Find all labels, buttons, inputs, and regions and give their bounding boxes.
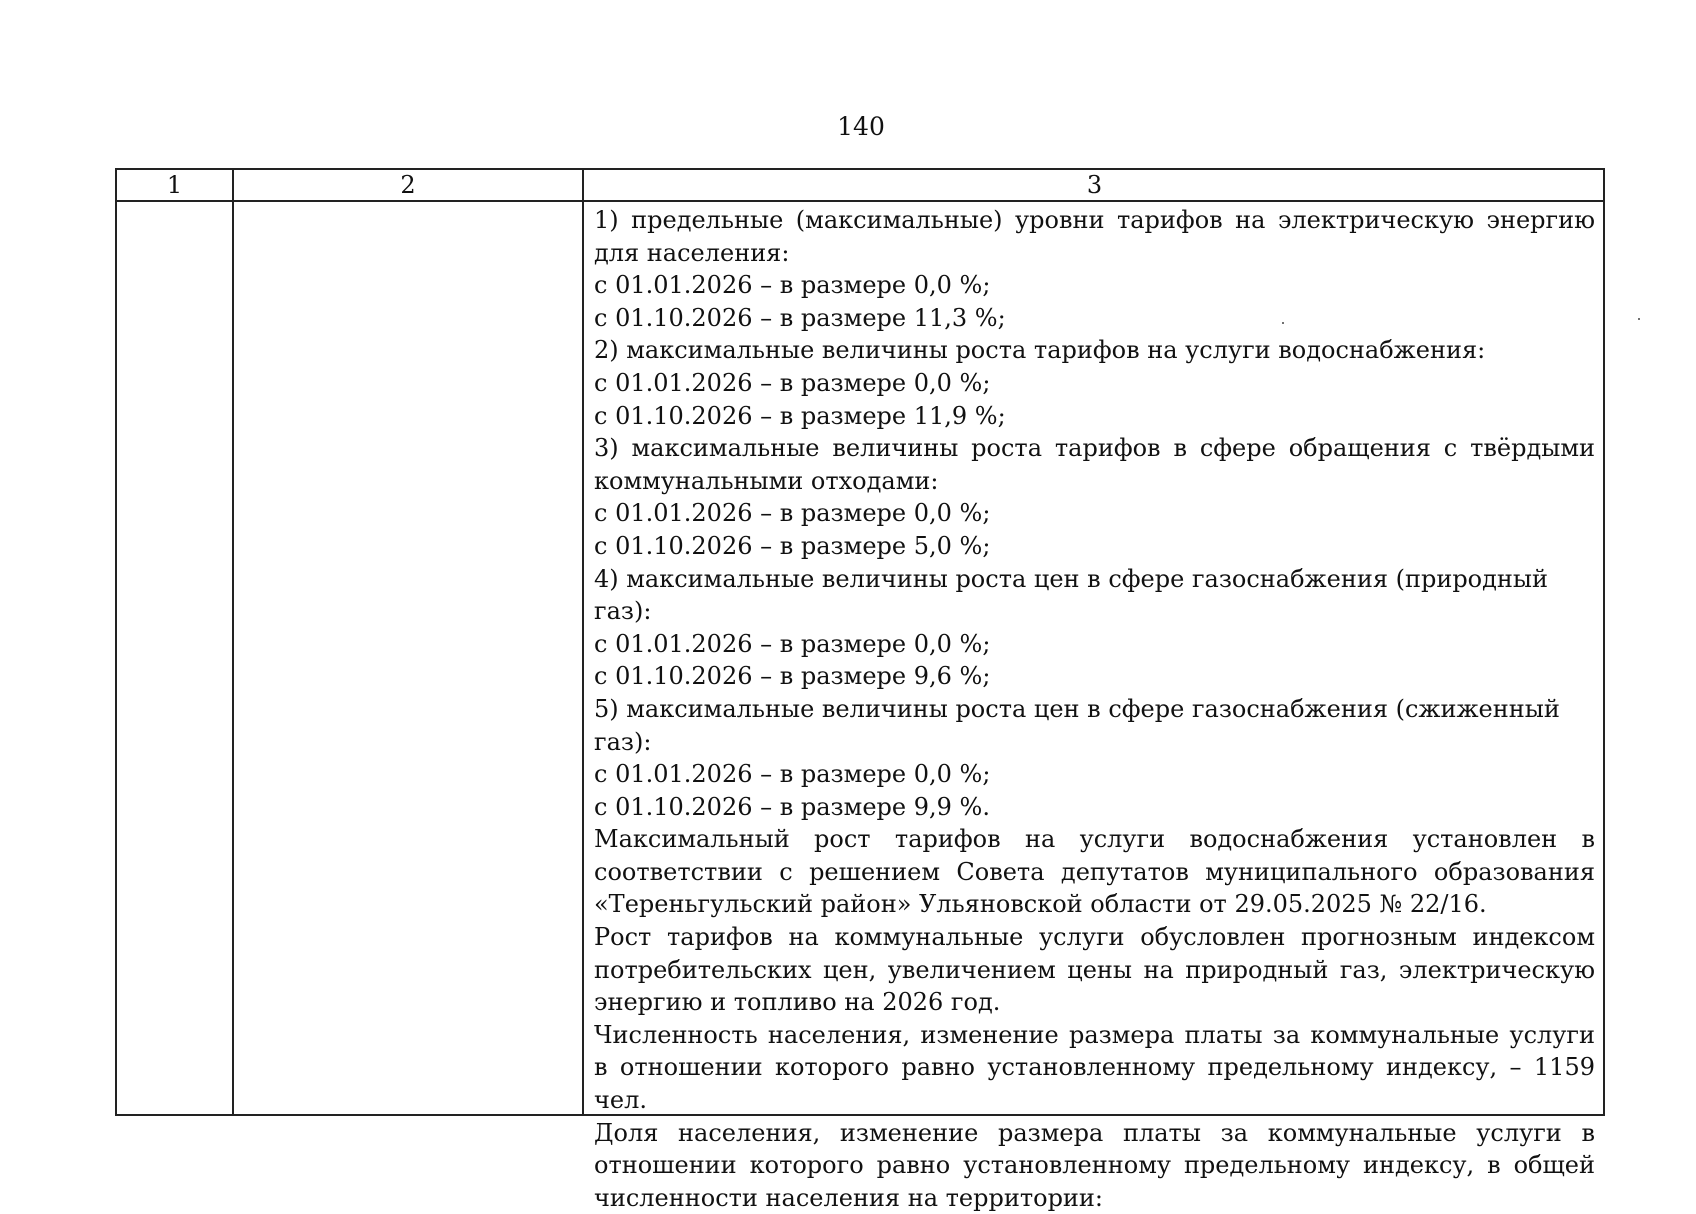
scan-speck [1638,318,1640,320]
tariff-item-1-electricity: 1) предельные (максимальные) уровни тарифов на электрическую энергию для населения: [594,206,1595,267]
tariff-rate-line: с 01.01.2026 – в размере 0,0 %; [594,271,991,300]
tariff-rate-line: с 01.10.2026 – в размере 9,6 %; [594,662,991,691]
tariff-rate-line: с 01.01.2026 – в размере 0,0 %; [594,499,991,528]
document-table [115,168,1605,1212]
tariff-item-4-natural-gas: 4) максимальные величины роста цен в сфере газоснабжения (природный газ): [594,564,1548,626]
column-header-3: 3 [1086,171,1103,199]
tariff-item-5-liquefied-gas: 5) максимальные величины роста цен в сфере газоснабжения (сжиженный газ): [594,694,1560,756]
water-tariff-decision-paragraph: Максимальный рост тарифов на услуги водоснабжения установлен в соответствии с решением Совета депутатов муниципального образования «Тереньгульский район» Ульяновской области от 29.05.2025 № 22/16. [594,825,1595,919]
tariff-item-2-water: 2) максимальные величины роста тарифов на услуги водоснабжения: [594,336,1486,365]
tariff-item-3-waste: 3) максимальные величины роста тарифов в сфере обращения с твёрдыми коммунальными отходами: [594,434,1595,495]
column-3-content [594,204,1595,1214]
scan-speck [1282,322,1284,324]
tariff-rate-line: с 01.01.2026 – в размере 0,0 %; [594,629,991,658]
tariff-growth-reason-paragraph: Рост тарифов на коммунальные услуги обусловлен прогнозным индексом потребительских цен, увеличением цены на природный газ, электрическую энергию и топливо на 2026 год. [594,923,1595,1017]
tariff-rate-line: с 01.10.2026 – в размере 11,3 %; [594,303,1006,332]
tariff-rate-line: с 01.10.2026 – в размере 9,9 %. [594,792,990,821]
column-header-1: 1 [166,171,183,199]
column-divider-2 [582,170,584,1114]
page-number: 140 [837,112,885,141]
population-count-paragraph: Численность населения, изменение размера платы за коммунальные услуги в отношении которого равно установленному предельному индексу, – 1159 чел. [594,1020,1595,1115]
column-header-2: 2 [400,171,416,199]
tariff-rate-line: с 01.01.2026 – в размере 0,0 %; [594,368,991,397]
tariff-rate-line: с 01.10.2026 – в размере 5,0 %; [594,531,991,560]
header-divider [117,200,1603,202]
tariff-rate-line: с 01.10.2026 – в размере 11,9 %; [594,401,1006,430]
tariff-rate-line: с 01.01.2026 – в размере 0,0 %; [594,760,991,789]
population-share-paragraph: Доля населения, изменение размера платы за коммунальные услуги в отношении которого равно установленному предельному индексу, в общей численности населения на территории: [594,1118,1595,1212]
column-divider-1 [232,170,234,1114]
